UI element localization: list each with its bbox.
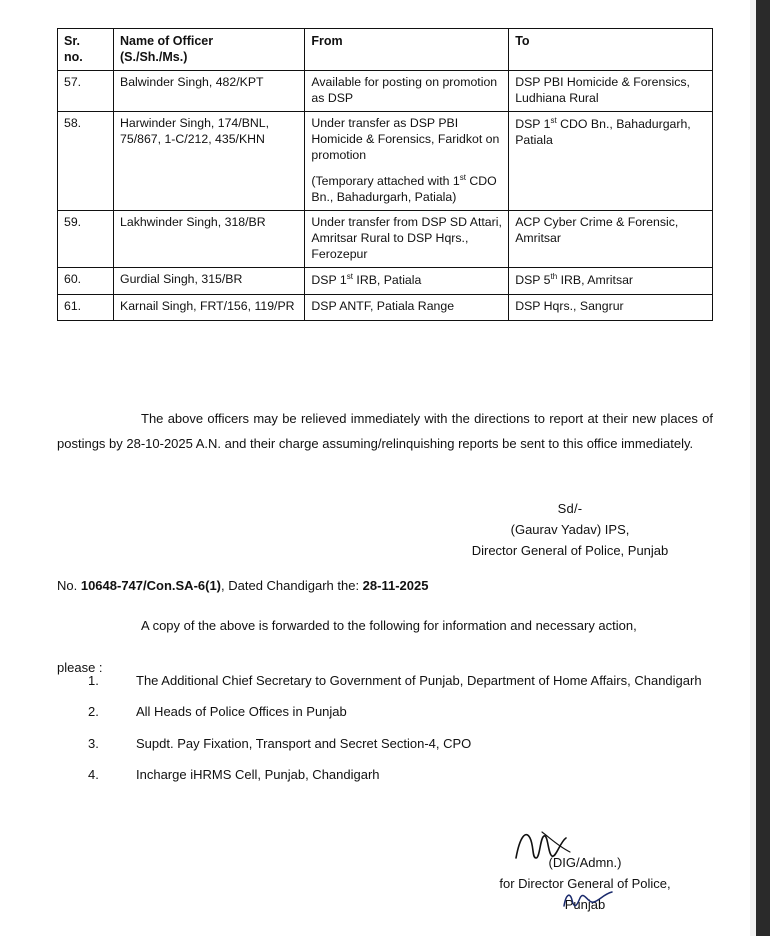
cell-to: DSP 1st CDO Bn., Bahadurgarh, Patiala (509, 112, 713, 211)
list-item-text: All Heads of Police Offices in Punjab (136, 704, 347, 720)
list-item (88, 762, 770, 787)
list-item-number: 2. (88, 704, 99, 720)
table-row (58, 295, 713, 321)
cell-officer-name: Harwinder Singh, 174/BNL, 75/867, 1-C/212, 435/KHN (114, 112, 305, 211)
scan-edge (756, 0, 770, 936)
officers-transfer-table (57, 28, 713, 321)
relieve-paragraph: The above officers may be relieved immediately with the directions to report at their new places of postings by 28-10-2025 A.N. and their charge assuming/relinquishing reports be sent to this office immediately. (57, 411, 713, 452)
table-header (58, 29, 713, 71)
handwritten-signature-icon (510, 828, 580, 862)
column-header-to-label: To (515, 34, 530, 48)
cell-serial: 61. (58, 295, 114, 321)
list-item-text: Incharge iHRMS Cell, Punjab, Chandigarh (136, 767, 380, 783)
closing-line3: Punjab (564, 897, 606, 913)
column-header-name (114, 29, 305, 71)
column-header-serial-line2: no. (64, 50, 83, 64)
cell-to: DSP 5th IRB, Amritsar (509, 268, 713, 295)
list-item-number: 4. (88, 767, 99, 783)
column-header-to (509, 29, 713, 71)
signature-block (420, 498, 720, 561)
reference-date: 28-11-2025 (362, 578, 429, 593)
handwritten-initials-icon (560, 888, 616, 910)
signature-name: (Gaurav Yadav) IPS, (510, 522, 630, 538)
table-body (58, 71, 713, 321)
cell-from: DSP ANTF, Patiala Range (305, 295, 509, 321)
cell-serial: 57. (58, 71, 114, 112)
table-row (58, 112, 713, 211)
list-item (88, 731, 770, 756)
closing-line2: for Director General of Police, (499, 876, 671, 892)
signature-designation: Director General of Police, Punjab (471, 543, 669, 559)
cell-officer-name: Lakhwinder Singh, 318/BR (114, 211, 305, 268)
cell-from-main: Under transfer as DSP PBI Homicide & Forensics, Faridkot on promotion (311, 116, 500, 162)
closing-designation: (DIG/Admn.) (548, 855, 622, 870)
recipients-list (84, 668, 770, 793)
table-row (58, 211, 713, 268)
reference-prefix: No. (57, 578, 81, 593)
list-item-number: 1. (88, 673, 99, 688)
please-label: please : (57, 660, 103, 675)
column-header-serial-line1: Sr. (64, 34, 80, 48)
cell-from-extra: (Temporary attached with 1st CDO Bn., Bahadurgarh, Patiala) (311, 172, 497, 204)
cell-serial: 60. (58, 268, 114, 295)
cell-from (305, 112, 509, 211)
cell-serial: 59. (58, 211, 114, 268)
cell-officer-name: Karnail Singh, FRT/156, 119/PR (114, 295, 305, 321)
column-header-name-line1: Name of Officer (120, 34, 214, 48)
list-item-text: Supdt. Pay Fixation, Transport and Secret Section-4, CPO (136, 735, 472, 751)
cell-serial: 58. (58, 112, 114, 211)
column-header-serial (58, 29, 114, 71)
cell-to: DSP PBI Homicide & Forensics, Ludhiana Rural (509, 71, 713, 112)
cell-from: Under transfer from DSP SD Attari, Amritsar Rural to DSP Hqrs., Ferozepur (305, 211, 509, 268)
cell-officer-name: Balwinder Singh, 482/KPT (114, 71, 305, 112)
reference-line (57, 578, 717, 593)
table-row (58, 268, 713, 295)
reference-middle: , Dated Chandigarh the: (221, 578, 363, 593)
list-item-text: The Additional Chief Secretary to Government of Punjab, Department of Home Affairs, Chandigarh (136, 673, 702, 688)
list-item (88, 668, 770, 693)
cell-from: DSP 1st IRB, Patiala (305, 268, 509, 295)
cell-officer-name: Gurdial Singh, 315/BR (114, 268, 305, 295)
table-row (58, 71, 713, 112)
copy-forwarded-paragraph: A copy of the above is forwarded to the following for information and necessary action, (141, 618, 637, 633)
cell-to: ACP Cyber Crime & Forensic, Amritsar (509, 211, 713, 268)
list-item-number: 3. (88, 735, 99, 751)
cell-to: DSP Hqrs., Sangrur (509, 295, 713, 321)
column-header-name-line2: (S./Sh./Ms.) (120, 50, 188, 64)
table-header-row (58, 29, 713, 71)
cell-from: Available for posting on promotion as DSP (305, 71, 509, 112)
column-header-from-label: From (311, 34, 343, 48)
signature-sd: Sd/- (557, 501, 583, 516)
reference-number: 10648-747/Con.SA-6(1) (80, 578, 222, 593)
list-item (88, 699, 770, 724)
closing-signature-block (440, 852, 730, 915)
column-header-from (305, 29, 509, 71)
